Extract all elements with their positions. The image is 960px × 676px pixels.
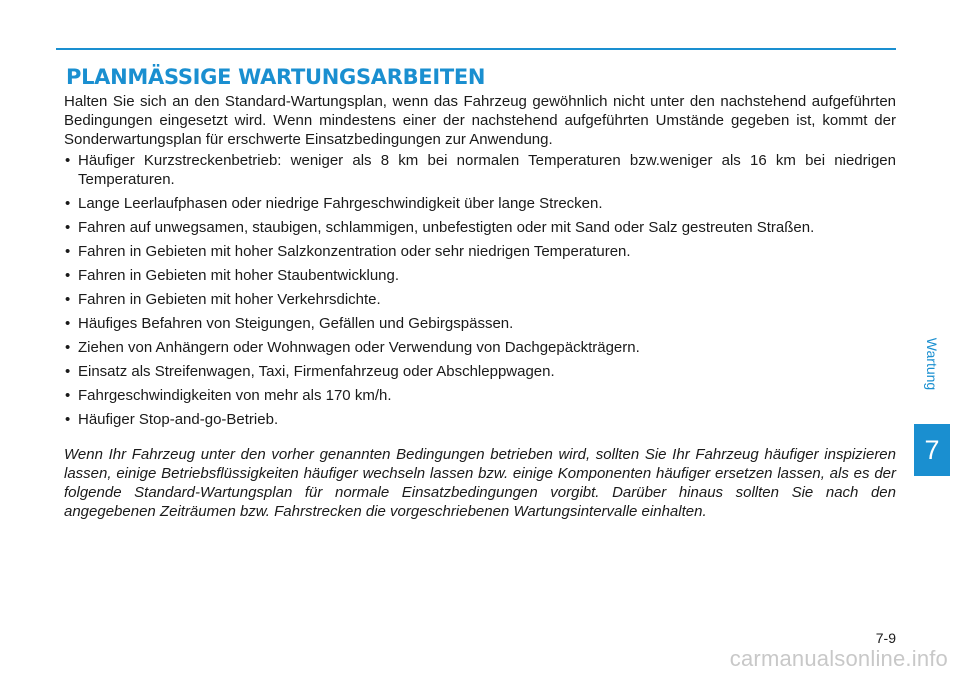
- list-item: • Fahren in Gebieten mit hoher Staubentwicklung.: [64, 266, 896, 285]
- list-item: • Fahrgeschwindigkeiten von mehr als 170 km/h.: [64, 386, 896, 405]
- list-item: • Lange Leerlaufphasen oder niedrige Fahrgeschwindigkeit über lange Strecken.: [64, 194, 896, 213]
- intro-paragraph: Halten Sie sich an den Standard-Wartungsplan, wenn das Fahrzeug gewöhnlich nicht unter den nachstehend aufgeführten Bedingungen eingesetzt wird. Wenn mindestens einer der nachstehend aufgeführten Umstände gegeben ist, kommt der Sonderwartungsplan für erschwerte Einsatzbedingungen zur Anwendung.: [64, 93, 896, 148]
- list-item: • Fahren in Gebieten mit hoher Verkehrsdichte.: [64, 290, 896, 309]
- list-item: • Häufiger Stop-and-go-Betrieb.: [64, 410, 896, 429]
- page-heading: PLANMÄSSIGE WARTUNGSARBEITEN: [66, 65, 486, 89]
- condition-list: [64, 151, 896, 429]
- list-item: • Fahren in Gebieten mit hoher Salzkonzentration oder sehr niedrigen Temperaturen.: [64, 242, 896, 261]
- list-item: • Fahren auf unwegsamen, staubigen, schlammigen, unbefestigten oder mit Sand oder Salz gestreuten Straßen.: [64, 218, 896, 237]
- top-divider: [56, 48, 896, 50]
- page-number: 7-9: [875, 630, 896, 646]
- italic-note: Wenn Ihr Fahrzeug unter den vorher genannten Bedingungen betrieben wird, sollten Sie Ihr Fahrzeug häufiger inspizieren lassen, einige Betriebsflüssigkeiten häufiger wechseln lassen bzw. einige Komponenten häufiger ersetzen lassen, als es der folgende Standard-Wartungsplan für normale Einsatzbedingungen vorgibt. Darüber hinaus sollten Sie nach den angegebenen Zeiträumen bzw. Fahrstrecken die vorgeschriebenen Wartungsintervalle einhalten.: [64, 446, 896, 520]
- watermark-text: carmanualsonline.info: [729, 646, 948, 671]
- list-item: • Häufiger Kurzstreckenbetrieb: weniger als 8 km bei normalen Temperaturen bzw.weniger als 16 km bei niedrigen Temperaturen.: [64, 151, 896, 189]
- chapter-tab: [914, 424, 950, 476]
- chapter-number: 7: [924, 434, 940, 465]
- list-item: • Ziehen von Anhängern oder Wohnwagen oder Verwendung von Dachgepäckträgern.: [64, 338, 896, 357]
- section-side-label: [914, 304, 950, 424]
- list-item: • Einsatz als Streifenwagen, Taxi, Firmenfahrzeug oder Abschleppwagen.: [64, 362, 896, 381]
- list-item: • Häufiges Befahren von Steigungen, Gefällen und Gebirgspässen.: [64, 314, 896, 333]
- main-content: [64, 92, 896, 521]
- section-label-text: Wartung: [924, 337, 941, 391]
